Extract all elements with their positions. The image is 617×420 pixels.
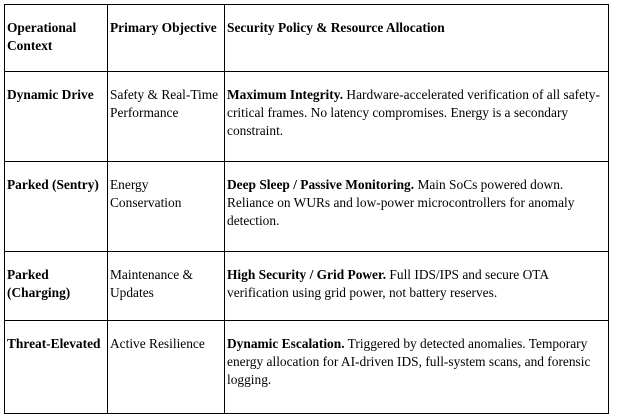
header-security-policy: Security Policy & Resource Allocation bbox=[225, 5, 609, 72]
objective-cell: Safety & Real-Time Performance bbox=[108, 72, 225, 162]
policy-text: Hardware-accelerated verification of all safety-critical frames. No latency compromises. Energy is a secondary constraint. bbox=[227, 87, 600, 138]
policy-text: Main SoCs powered down. Reliance on WURs and low-power microcontrollers for anomaly detection. bbox=[227, 177, 575, 228]
policy-lead: High Security / Grid Power. bbox=[227, 267, 387, 282]
policy-text: Full IDS/IPS and secure OTA verification using grid power, not battery reserves. bbox=[227, 267, 549, 300]
policy-cell bbox=[225, 162, 609, 252]
context-cell: Threat-Elevated bbox=[5, 321, 108, 414]
policy-cell bbox=[225, 252, 609, 321]
table-row bbox=[5, 321, 609, 414]
table-row bbox=[5, 252, 609, 321]
table-header-row bbox=[5, 5, 609, 72]
objective-cell: Active Resilience bbox=[108, 321, 225, 414]
header-primary-objective: Primary Objective bbox=[108, 5, 225, 72]
policy-cell bbox=[225, 72, 609, 162]
context-cell: Parked (Charging) bbox=[5, 252, 108, 321]
context-cell: Parked (Sentry) bbox=[5, 162, 108, 252]
policy-lead: Dynamic Escalation. bbox=[227, 336, 345, 351]
table-row bbox=[5, 162, 609, 252]
objective-cell: Maintenance & Updates bbox=[108, 252, 225, 321]
policy-lead: Maximum Integrity. bbox=[227, 87, 344, 102]
objective-cell: Energy Conservation bbox=[108, 162, 225, 252]
operational-context-table bbox=[4, 4, 609, 414]
policy-lead: Deep Sleep / Passive Monitoring. bbox=[227, 177, 415, 192]
table-row bbox=[5, 72, 609, 162]
policy-text: Triggered by detected anomalies. Temporary energy allocation for AI-driven IDS, full-system scans, and forensic logging. bbox=[227, 336, 591, 387]
policy-cell bbox=[225, 321, 609, 414]
header-operational-context: Operational Context bbox=[5, 5, 108, 72]
context-cell: Dynamic Drive bbox=[5, 72, 108, 162]
